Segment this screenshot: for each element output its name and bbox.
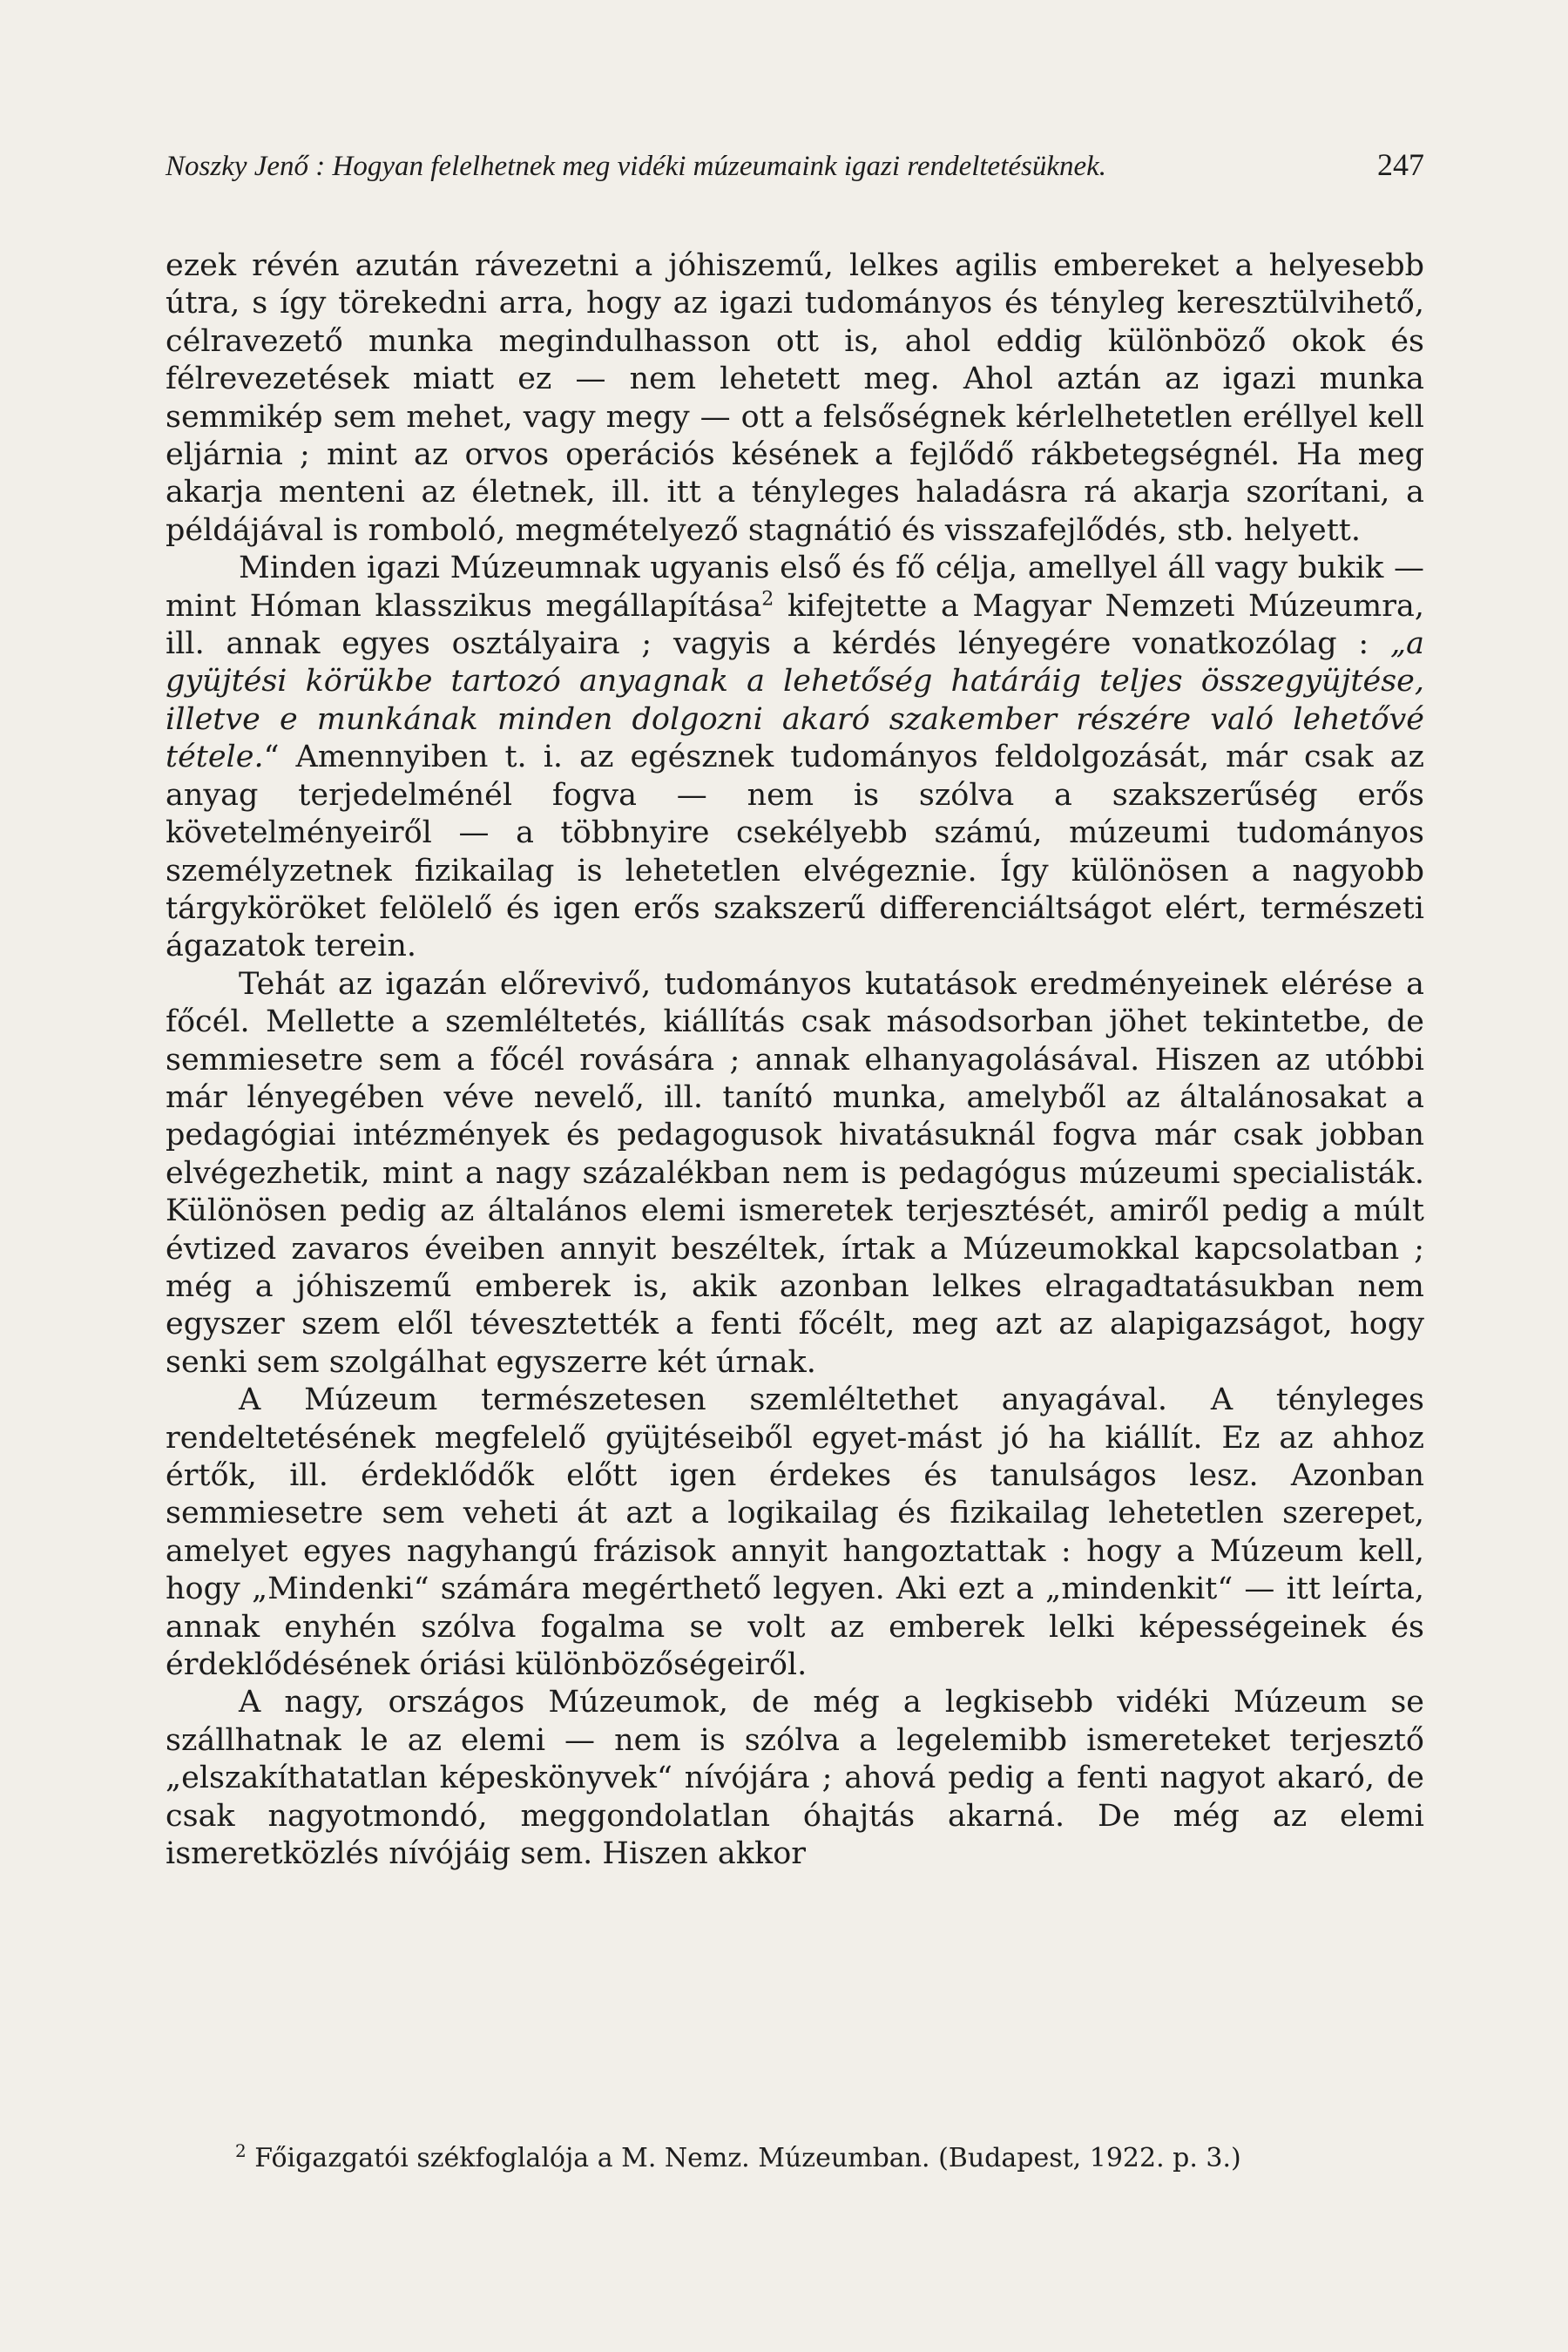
page-number: 247 [1377, 147, 1424, 182]
paragraph-2-text-end: “ Amennyiben t. i. az egésznek tudományos feldolgozását, már csak az anyag terjedelménél fogva — nem is szólva a szakszerűség erős követelményeiről — a többnyire csekélyebb számú, múzeumi tudományos személyzetnek fizikailag is lehetetlen elvégeznie. Így különösen a nagyobb tárgyköröket felölelő és igen erős szakszerű differenciáltságot elért, természeti ágazatok terein. [166, 740, 1424, 964]
footnote-text: Főigazgatói székfoglalója a M. Nemz. Múzeumban. (Budapest, 1922. p. 3.) [246, 2143, 1241, 2173]
paragraph-2-italic-quote: „a gyüjtési körükbe tartozó anyagnak a lehetőség határáig teljes összegyüjtése, illetve e munkának minden dolgozni akaró szakember részére való lehetővé tétele. [166, 626, 1424, 775]
journal-page [166, 146, 1424, 2272]
footnote-reference: 2 [761, 588, 774, 610]
footnote [235, 2141, 1241, 2176]
paragraph-2-text-before-note: Minden igazi Múzeumnak ugyanis első és fő célja, amellyel áll vagy bukik — mint Hóman klasszikus megállapítása [166, 551, 1424, 624]
article-body [166, 247, 1424, 1873]
running-header [166, 146, 1424, 185]
paragraph-1: ezek révén azután rávezetni a jóhiszemű, lelkes agilis embereket a helyesebb útra, s így törekedni arra, hogy az igazi tudományos és tényleg keresztülvihető, célravezető munka megindulhasson ott is, ahol eddig különböző okok és félrevezetések miatt ez — nem lehetett meg. Ahol aztán az igazi munka semmikép sem mehet, vagy megy — ott a felsőségnek kérlelhetetlen eréllyel kell eljárnia ; mint az orvos operációs késének a fejlődő rákbetegségnél. Ha meg akarja menteni az életnek, ill. itt a tényleges haladásra rá akarja szorítani, a példájával is romboló, megmételyező stagnátió és visszafejlődés, stb. helyett. [166, 248, 1424, 548]
paragraph-2 [166, 550, 1424, 965]
footnote-marker: 2 [235, 2140, 247, 2161]
paragraph-5: A nagy, országos Múzeumok, de még a legkisebb vidéki Múzeum se szállhatnak le az elemi — nem is szólva a legelemibb ismereteket terjesztő „elszakíthatatlan képeskönyvek“ nívójára ; ahová pedig a fenti nagyot akaró, de csak nagyotmondó, meggondolatlan óhajtás akarná. De még az elemi ismeretközlés nívójáig sem. Hiszen akkor [166, 1685, 1424, 1872]
running-header-title: Noszky Jenő : Hogyan felelhetnek meg vidéki múzeumaink igazi rendeltetésüknek. [166, 151, 1107, 182]
paragraph-3: Tehát az igazán előrevivő, tudományos kutatások eredményeinek elérése a főcél. Mellette a szemléltetés, kiállítás csak másodsorban jöhet tekintetbe, de semmiesetre sem a főcél rovására ; annak elhanyagolásával. Hiszen az utóbbi már lényegében véve nevelő, ill. tanító munka, amelyből az általánosakat a pedagógiai intézmények és pedagogusok hivatásuknál fogva már csak jobban elvégezhetik, mint a nagy százalékban nem is pedagógus múzeumi specialisták. Különösen pedig az általános elemi ismeretek terjesztését, amiről pedig a múlt évtized zavaros éveiben annyit beszéltek, írtak a Múzeumokkal kapcsolatban ; még a jóhiszemű emberek is, akik azonban lelkes elragadtatásukban nem egyszer szem elől tévesztették a fenti főcélt, meg azt az alapigazságot, hogy senki sem szolgálhat egyszerre két úrnak. [166, 966, 1424, 1380]
paragraph-2-text-after-note: kifejtette a Magyar Nemzeti Múzeumra, ill. annak egyes osztályaira ; vagyis a kérdés lényegére vonatkozólag : [166, 588, 1424, 662]
paragraph-4: A Múzeum természetesen szemléltethet anyagával. A tényleges rendeltetésének megfelelő gyüjtéseiből egyet-mást jó ha kiállít. Ez az ahhoz értők, ill. érdeklődők előtt igen érdekes és tanulságos lesz. Azonban semmiesetre sem veheti át azt a logikailag és fizikailag lehetetlen szerepet, amelyet egyes nagyhangú frázisok annyit hangoztattak : hogy a Múzeum kell, hogy „Mindenki“ számára megérthető legyen. Aki ezt a „mindenkit“ — itt leírta, annak enyhén szólva fogalma se volt az emberek lelki képességeinek és érdeklődésének óriási különbözőségeiről. [166, 1382, 1424, 1683]
